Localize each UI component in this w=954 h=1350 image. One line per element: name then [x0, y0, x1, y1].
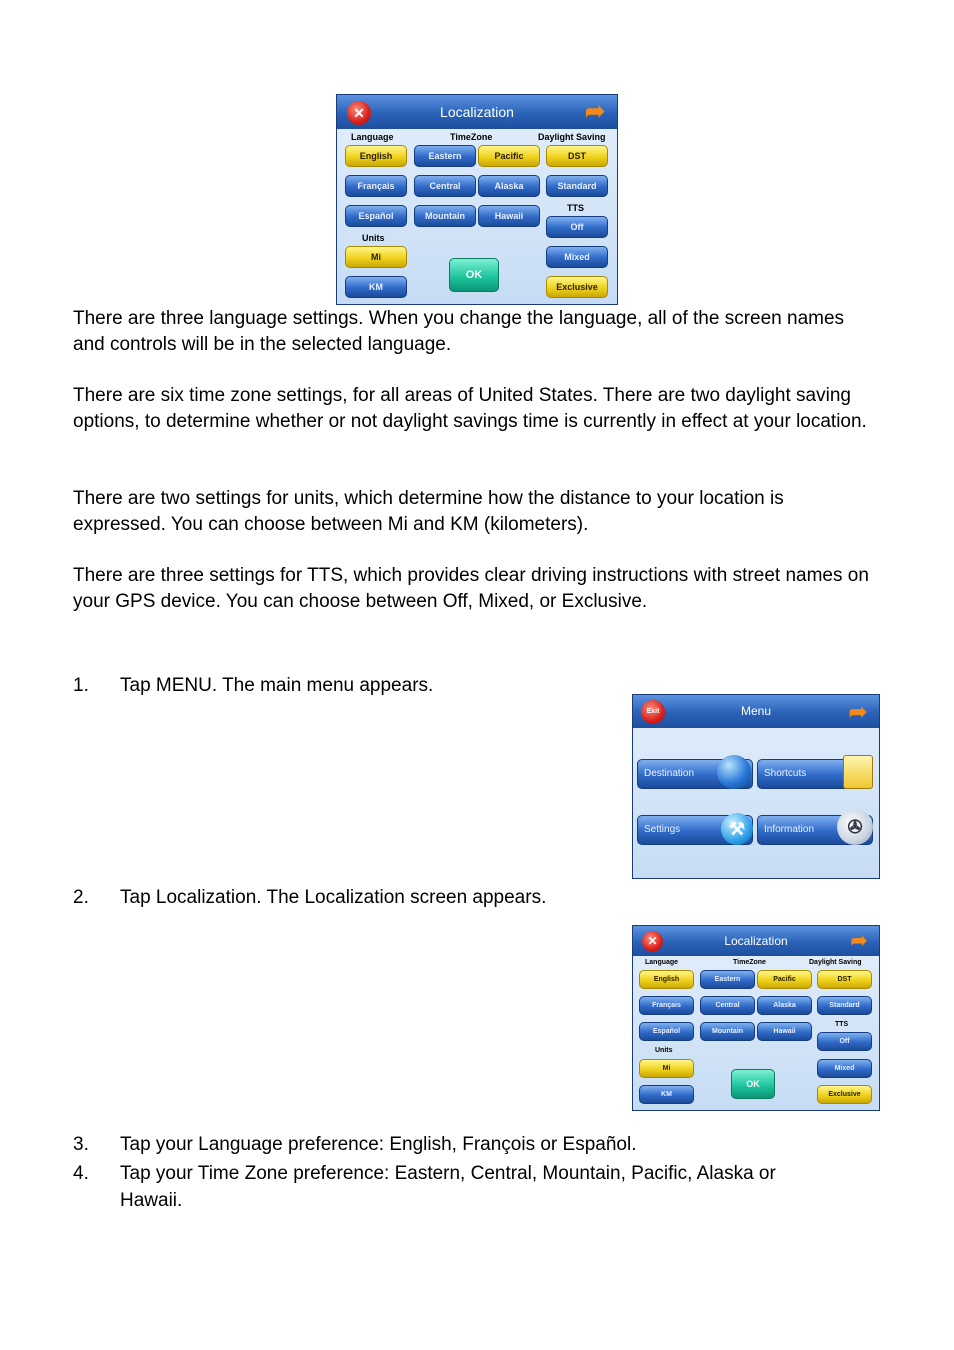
- standard-button[interactable]: Standard: [817, 996, 872, 1015]
- screen-title: Localization: [724, 934, 788, 948]
- paragraph-language: There are three language settings. When you change the language, all of the screen names and controls will be in the selected language.: [73, 308, 845, 355]
- exit-icon[interactable]: [641, 700, 665, 724]
- mixed-button[interactable]: Mixed: [546, 246, 608, 268]
- timezone-header: TimeZone: [450, 132, 493, 142]
- english-button[interactable]: English: [345, 145, 407, 167]
- mountain-button[interactable]: Mountain: [700, 1022, 755, 1041]
- step-2: [73, 884, 873, 911]
- eastern-button[interactable]: Eastern: [700, 970, 755, 989]
- exclusive-button[interactable]: Exclusive: [546, 276, 608, 298]
- step-text: Tap Localization. The Localization screen appears.: [120, 887, 547, 908]
- off-button[interactable]: Off: [546, 216, 608, 238]
- mi-button[interactable]: Mi: [345, 246, 407, 268]
- ok-button[interactable]: OK: [449, 258, 499, 292]
- language-header: Language: [645, 959, 679, 966]
- timezone-header: TimeZone: [733, 959, 766, 966]
- mixed-button[interactable]: Mixed: [817, 1059, 872, 1078]
- destination-label: Destination: [644, 768, 695, 779]
- off-button[interactable]: Off: [817, 1032, 872, 1051]
- step-3: [73, 1131, 873, 1158]
- daylight-header: Daylight Saving: [809, 959, 862, 966]
- units-header: Units: [362, 233, 385, 243]
- step-text: Tap MENU. The main menu appears.: [120, 675, 434, 696]
- title-bar: [337, 95, 617, 129]
- paragraph-timezone: There are six time zone settings, for all areas of United States. There are two daylight saving options, to determine whether or not daylight savings time is currently in effect at your location.: [73, 385, 867, 432]
- screen-title: Menu: [740, 704, 772, 718]
- ok-button[interactable]: OK: [731, 1069, 775, 1099]
- paragraph-tts: There are three settings for TTS, which provides clear driving instructions with street names on your GPS device. You can choose between Off, Mixed, or Exclusive.: [73, 565, 869, 612]
- back-arrow-icon[interactable]: ➦: [584, 98, 606, 125]
- dst-button[interactable]: DST: [546, 145, 608, 167]
- tts-header: TTS: [835, 1021, 849, 1028]
- exit-icon[interactable]: ✕: [642, 931, 663, 952]
- english-button[interactable]: English: [639, 970, 694, 989]
- francais-button[interactable]: Français: [345, 175, 407, 197]
- exit-label: Exit: [646, 708, 660, 715]
- localization-screen-small: [632, 925, 880, 1111]
- alaska-button[interactable]: Alaska: [478, 175, 540, 197]
- hawaii-button[interactable]: Hawaii: [757, 1022, 812, 1041]
- km-button[interactable]: KM: [345, 276, 407, 298]
- step-4: [73, 1160, 873, 1214]
- units-header: Units: [655, 1047, 673, 1054]
- step-text: Tap your Language preference: English, François or Español.: [120, 1134, 637, 1155]
- language-header: Language: [351, 132, 394, 142]
- wrench-icon: ⚒: [721, 813, 753, 845]
- central-button[interactable]: Central: [700, 996, 755, 1015]
- espanol-button[interactable]: Español: [639, 1022, 694, 1041]
- espanol-button[interactable]: Español: [345, 205, 407, 227]
- satellite-icon: ✇: [837, 809, 873, 845]
- menu-screen: [632, 694, 880, 879]
- exit-icon[interactable]: ✕: [347, 101, 371, 125]
- step-number: 4.: [73, 1163, 89, 1184]
- information-label: Information: [764, 824, 815, 835]
- box-icon: [843, 755, 873, 789]
- step-number: 2.: [73, 887, 89, 908]
- alaska-button[interactable]: Alaska: [757, 996, 812, 1015]
- mountain-button[interactable]: Mountain: [414, 205, 476, 227]
- pacific-button[interactable]: Pacific: [757, 970, 812, 989]
- step-text: Tap your Time Zone preference: Eastern, Central, Mountain, Pacific, Alaska or Hawaii.: [120, 1163, 776, 1211]
- exclusive-button[interactable]: Exclusive: [817, 1085, 872, 1104]
- dst-button[interactable]: DST: [817, 970, 872, 989]
- step-number: 1.: [73, 675, 89, 696]
- settings-label: Settings: [644, 824, 681, 835]
- globe-icon: [717, 755, 751, 789]
- paragraph-units: There are two settings for units, which determine how the distance to your location is expressed. You can choose between Mi and KM (kilometers).: [73, 488, 784, 535]
- eastern-button[interactable]: Eastern: [414, 145, 476, 167]
- step-number: 3.: [73, 1134, 89, 1155]
- shortcuts-label: Shortcuts: [764, 768, 807, 779]
- central-button[interactable]: Central: [414, 175, 476, 197]
- mi-button[interactable]: Mi: [639, 1059, 694, 1078]
- daylight-header: Daylight Saving: [538, 132, 606, 142]
- localization-screen-large: [336, 94, 618, 305]
- back-arrow-icon[interactable]: ➦: [848, 699, 868, 724]
- tts-header: TTS: [567, 203, 584, 213]
- screen-title: Localization: [440, 104, 514, 120]
- km-button[interactable]: KM: [639, 1085, 694, 1104]
- francais-button[interactable]: Français: [639, 996, 694, 1015]
- pacific-button[interactable]: Pacific: [478, 145, 540, 167]
- back-arrow-icon[interactable]: ➦: [850, 930, 868, 952]
- standard-button[interactable]: Standard: [546, 175, 608, 197]
- hawaii-button[interactable]: Hawaii: [478, 205, 540, 227]
